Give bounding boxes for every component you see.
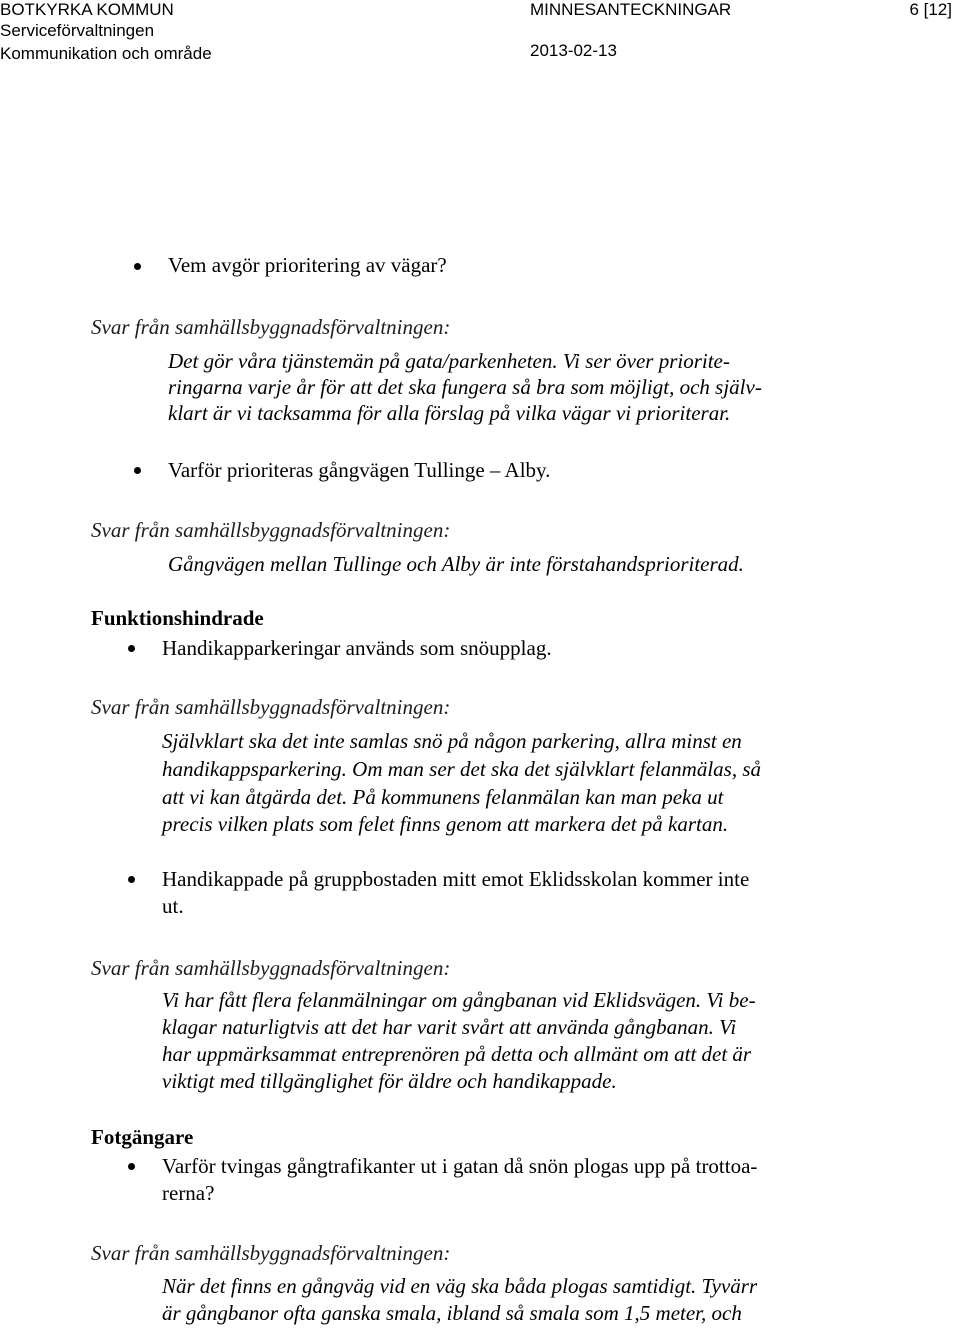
bullet-icon xyxy=(128,645,135,652)
answer-label-3: Svar från samhällsbyggnadsförvaltningen: xyxy=(91,695,451,719)
answer-5-line-2: är gångbanor ofta ganska smala, ibland så smala som 1,5 meter, och xyxy=(162,1301,742,1325)
answer-2: Gångvägen mellan Tullinge och Alby är inte förstahandsprioriterad. xyxy=(168,552,744,576)
answer-1-line-3: klart är vi tacksamma för alla förslag på vilka vägar vi prioriterar. xyxy=(168,401,731,425)
page-number: 6 [12] xyxy=(909,0,952,19)
question-4-line-1: Handikappade på gruppbostaden mitt emot Eklidsskolan kommer inte xyxy=(162,867,750,891)
answer-5-line-1: När det finns en gångväg vid en väg ska båda plogas samtidigt. Tyvärr xyxy=(162,1274,758,1298)
answer-label-5: Svar från samhällsbyggnadsförvaltningen: xyxy=(91,1241,451,1265)
answer-4-line-4: viktigt med tillgänglighet för äldre och handikappade. xyxy=(162,1069,617,1093)
question-4-line-2: ut. xyxy=(162,894,184,918)
answer-3-line-1: Självklart ska det inte samlas snö på någon parkering, allra minst en xyxy=(162,729,742,753)
answer-label-4: Svar från samhällsbyggnadsförvaltningen: xyxy=(91,956,451,980)
answer-label-2: Svar från samhällsbyggnadsförvaltningen: xyxy=(91,518,451,542)
bullet-icon xyxy=(128,1163,135,1170)
department-name: Serviceförvaltningen xyxy=(0,21,155,40)
bullet-icon xyxy=(134,467,141,474)
answer-4-line-2: klagar naturligtvis att det har varit svårt att använda gångbanan. Vi xyxy=(162,1015,737,1039)
answer-4-line-1: Vi har fått flera felanmälningar om gångbanan vid Eklidsvägen. Vi be- xyxy=(162,988,756,1012)
answer-1-line-1: Det gör våra tjänstemän på gata/parkenheten. Vi ser över priorite- xyxy=(168,349,730,373)
answer-3-line-3: att vi kan åtgärda det. På kommunens felanmälan kan man peka ut xyxy=(162,785,724,809)
answer-label-1: Svar från samhällsbyggnadsförvaltningen: xyxy=(91,315,451,339)
bullet-icon xyxy=(128,876,135,883)
answer-1-line-2: ringarna varje år för att det ska fungera så bra som möjligt, och själv- xyxy=(168,375,762,399)
question-2: Varför prioriteras gångvägen Tullinge – Alby. xyxy=(168,458,551,482)
bullet-icon xyxy=(134,263,141,270)
answer-3-line-4: precis vilken plats som felet finns genom att markera det på kartan. xyxy=(162,812,729,836)
question-3: Handikapparkeringar används som snöupplag. xyxy=(162,636,552,660)
question-5-line-1: Varför tvingas gångtrafikanter ut i gatan då snön plogas upp på trottoa- xyxy=(162,1154,758,1178)
section-heading-1: Funktionshindrade xyxy=(91,606,264,630)
organization-name: BOTKYRKA KOMMUN xyxy=(0,0,174,19)
document-date: 2013-02-13 xyxy=(530,41,617,60)
document-type: MINNESANTECKNINGAR xyxy=(530,0,732,19)
question-1: Vem avgör prioritering av vägar? xyxy=(168,253,447,277)
question-5-line-2: rerna? xyxy=(162,1181,215,1205)
answer-4-line-3: har uppmärksammat entreprenören på detta och allmänt om att det är xyxy=(162,1042,752,1066)
answer-3-line-2: handikappsparkering. Om man ser det ska det självklart felanmälas, så xyxy=(162,757,762,781)
unit-name: Kommunikation och område xyxy=(0,44,212,63)
section-heading-2: Fotgängare xyxy=(91,1125,194,1149)
